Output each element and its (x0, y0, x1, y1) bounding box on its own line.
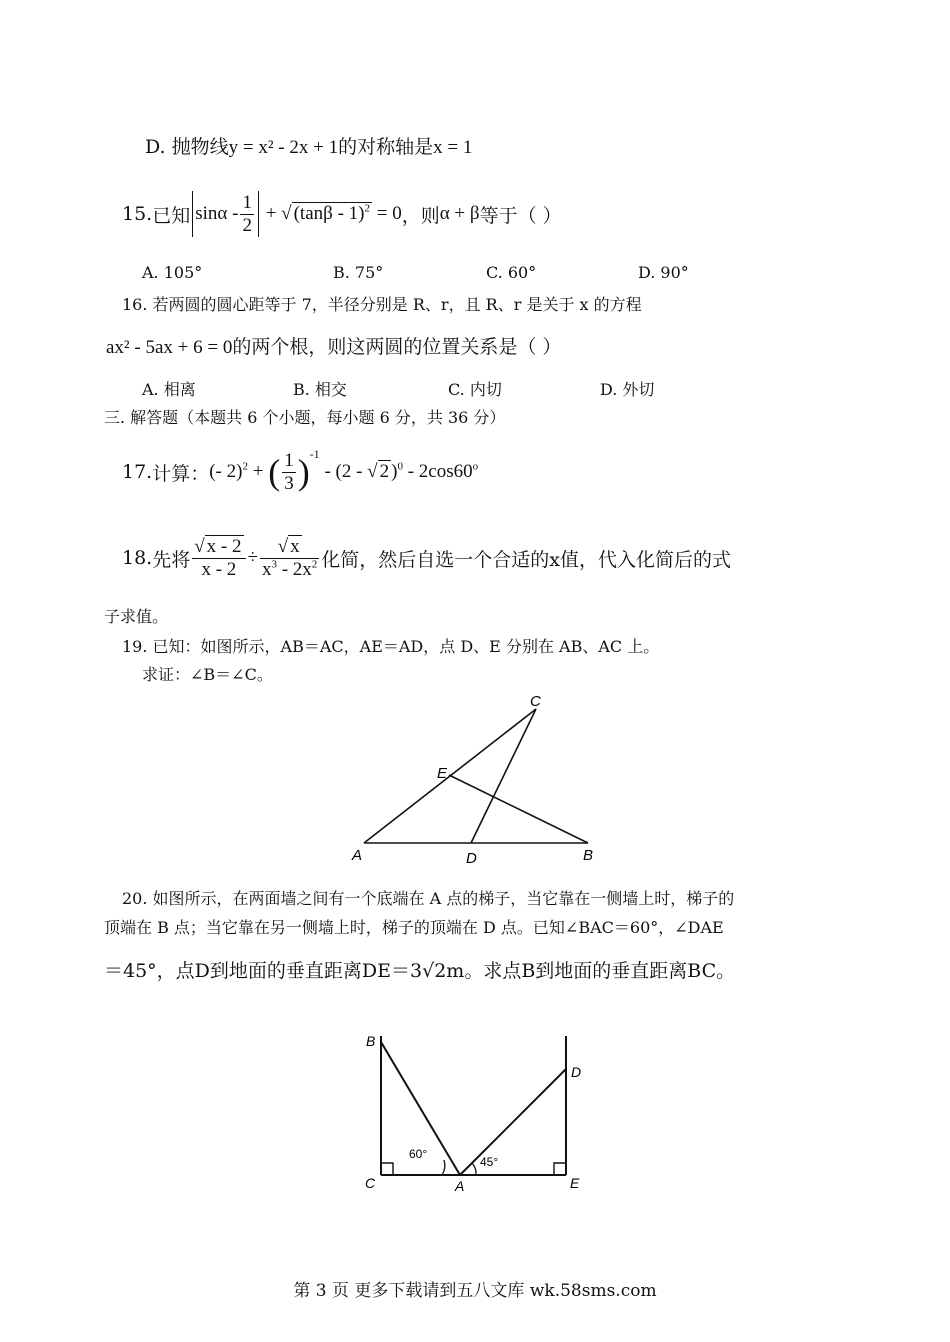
q20-line3: ＝45°，点D到地面的垂直距离DE＝3√2m。求点B到地面的垂直距离BC。 (104, 960, 736, 982)
q19-triangle-figure (340, 688, 610, 868)
q15-option-a: A. 105° (142, 263, 203, 282)
q18-question: 18. 先将 $\frac{√ x - 2}{x - 2}$ ÷ $\frac{√ x}{x^3 - 2x^2}$ 化简，然后自选一个合适的x值，代入化简后的式 (122, 535, 731, 580)
angle-label-60: 60° (409, 1147, 428, 1161)
q18-continuation: 子求值。 (104, 607, 169, 626)
q20-ladder-figure (355, 1030, 595, 1195)
point-label-e: E (570, 1175, 580, 1191)
point-label-a: A (455, 1178, 465, 1194)
q16-option-a: A. 相离 (142, 380, 196, 399)
angle-label-45: 45° (480, 1155, 499, 1169)
point-label-e: E (437, 765, 448, 782)
q15-option-c: C. 60° (486, 263, 537, 282)
q16-line1: 16. 若两圆的圆心距等于 7，半径分别是 R、r，且 R、r 是关于 x 的方程 (122, 295, 642, 314)
point-label-b: B (583, 847, 594, 864)
page-footer: 第 3 页 更多下载请到五八文库 wk.58sms.com (293, 1281, 657, 1301)
point-label-d: D (466, 850, 477, 867)
point-label-c: C (365, 1175, 376, 1191)
point-label-d: D (571, 1064, 582, 1080)
section3-title: 三. 解答题（本题共 6 个小题，每小题 6 分，共 36 分） (104, 408, 506, 427)
q19-line1: 19. 已知：如图所示，AB＝AC，AE＝AD，点 D、E 分别在 AB、AC 上。 (122, 637, 660, 656)
q17-question: 17. 计算： (- 2)$^2$ + ( $\frac{1}{3}$ ) -1 - (2 - √ 2 )$^0$ - 2cos60$^o$ (122, 446, 479, 494)
q16-option-c: C. 内切 (448, 380, 502, 399)
q15-option-d: D. 90° (638, 263, 689, 282)
q15-option-b: B. 75° (333, 263, 384, 282)
q16-line2: ax² - 5ax + 6 = 0的两个根，则这两圆的位置关系是（ ） (106, 336, 562, 358)
q16-option-d: D. 外切 (600, 380, 655, 399)
point-label-c: C (530, 693, 541, 710)
q19-line2: 求证：∠B＝∠C。 (142, 665, 273, 684)
q15-question: 15. 已知 sinα - $\frac{1}{2}$ + √ (tanβ - 1)$^2$ = 0 ，则 α + β 等于（ ） (122, 191, 562, 236)
point-label-b: B (366, 1033, 376, 1049)
q16-option-b: B. 相交 (293, 380, 347, 399)
q20-line2: 顶端在 B 点；当它靠在另一侧墙上时，梯子的顶端在 D 点。已知∠BAC＝60°，∠DAE (104, 918, 724, 937)
q20-line1: 20. 如图所示，在两面墙之间有一个底端在 A 点的梯子，当它靠在一侧墙上时，梯子的 (122, 889, 735, 908)
point-label-a: A (352, 847, 363, 864)
q14-option-d: D. 抛物线y = x² - 2x + 1的对称轴是x = 1 (145, 136, 473, 158)
